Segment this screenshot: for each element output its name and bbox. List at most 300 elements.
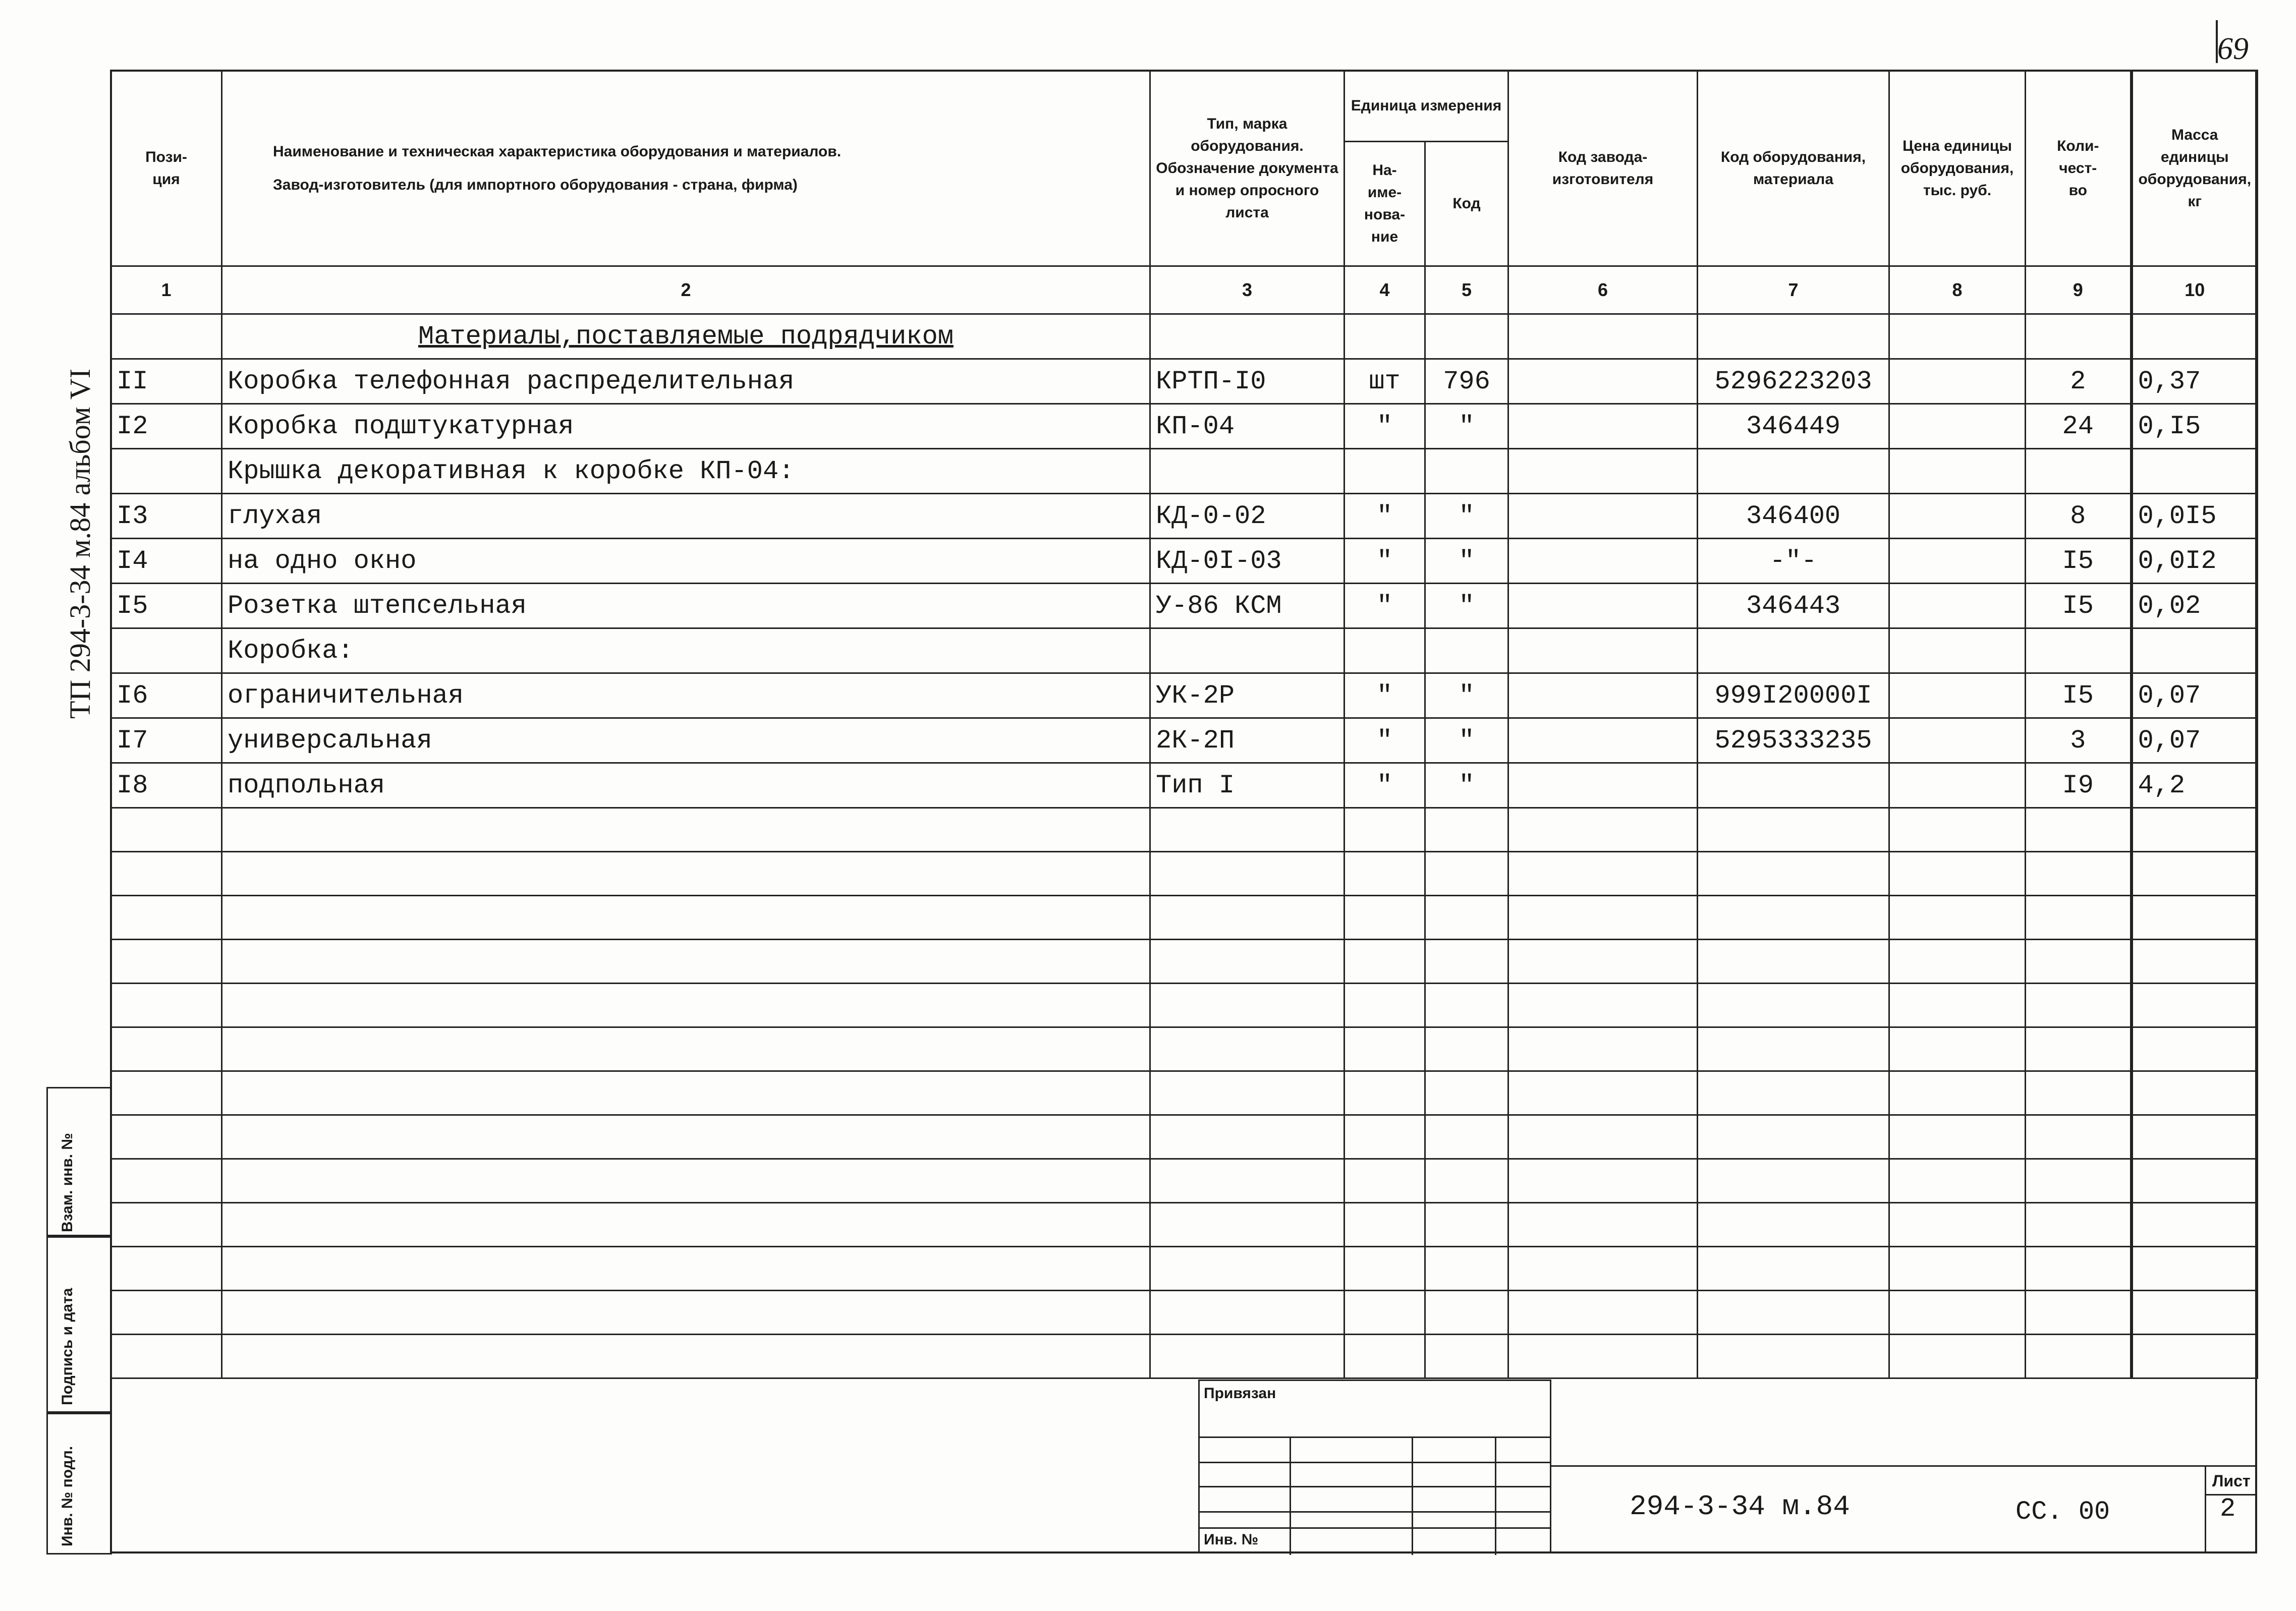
frame-bottom — [110, 1551, 2257, 1554]
cell-mass: 0,02 — [2132, 584, 2258, 628]
header-equipment-code: Код оборудования, материала — [1698, 71, 1889, 266]
cell-name: подпольная — [222, 763, 1150, 808]
cell-empty — [1508, 940, 1698, 984]
cell-unit: " — [1345, 584, 1425, 628]
cell-empty — [1508, 1291, 1698, 1335]
cell-empty — [222, 1159, 1150, 1203]
cell-empty — [1889, 1247, 2026, 1291]
table-row — [111, 718, 2258, 763]
sheet-label: Лист — [2212, 1472, 2251, 1490]
cell-equipment-code — [1698, 763, 1889, 808]
cell-empty — [111, 1335, 222, 1378]
empty-row — [111, 1071, 2258, 1115]
cell-empty — [1425, 808, 1508, 852]
cell-empty — [1150, 984, 1345, 1027]
cell-empty — [111, 1159, 222, 1203]
cell-empty — [1508, 896, 1698, 940]
cell-name: Крышка декоративная к коробке КП-04: — [222, 449, 1150, 494]
cell-empty — [1889, 852, 2026, 896]
cell-mass: 0,07 — [2132, 673, 2258, 718]
cell-empty — [2026, 1291, 2132, 1335]
cell-quantity: I5 — [2026, 673, 2132, 718]
cell-empty — [222, 808, 1150, 852]
cell-empty — [1425, 1071, 1508, 1115]
cell-equipment-code: 346443 — [1698, 584, 1889, 628]
album-title: ТП 294-3-34 м.84 альбом VI — [64, 368, 96, 719]
empty-row — [111, 1115, 2258, 1159]
cell-empty — [2132, 940, 2258, 984]
cell-empty — [1889, 984, 2026, 1027]
cell-empty — [1425, 1247, 1508, 1291]
table-row — [111, 404, 2258, 449]
cell-empty — [1698, 808, 1889, 852]
header-unit-code: Код — [1425, 142, 1508, 266]
cell-empty — [1698, 1115, 1889, 1159]
cell-empty — [1508, 852, 1698, 896]
cell-empty — [1150, 940, 1345, 984]
cell-type: КД-0-02 — [1150, 494, 1345, 539]
cell-empty — [1345, 940, 1425, 984]
cell-type: КП-04 — [1150, 404, 1345, 449]
cell-empty — [2026, 1247, 2132, 1291]
cell-empty — [1345, 1071, 1425, 1115]
cell-empty — [1508, 1203, 1698, 1247]
cell-empty — [222, 1247, 1150, 1291]
cell-type: Тип I — [1150, 763, 1345, 808]
cell-empty — [1508, 314, 1698, 359]
cell-empty — [2026, 1203, 2132, 1247]
cell-empty — [222, 1071, 1150, 1115]
cell-mass: 0,0I5 — [2132, 494, 2258, 539]
column-number: 8 — [1889, 266, 2026, 314]
cell-unit-code: " — [1425, 539, 1508, 584]
cell-empty — [1150, 314, 1345, 359]
header-position: Пози- ция — [111, 71, 222, 266]
stamp-inv-original: Инв. № подл. — [46, 1411, 112, 1555]
cell-type: КРТП-I0 — [1150, 359, 1345, 404]
cell-empty — [1345, 1203, 1425, 1247]
cell-empty — [2132, 314, 2258, 359]
cell-empty — [2132, 1247, 2258, 1291]
cell-empty — [1508, 808, 1698, 852]
cell-empty — [1425, 1335, 1508, 1378]
cell-equipment-code — [1698, 449, 1889, 494]
cell-name: Розетка штепсельная — [222, 584, 1150, 628]
table-row — [111, 628, 2258, 673]
cell-empty — [111, 1247, 222, 1291]
cell-name: на одно окно — [222, 539, 1150, 584]
cell-quantity: 8 — [2026, 494, 2132, 539]
cell-plant-code — [1508, 584, 1698, 628]
cell-empty — [222, 896, 1150, 940]
cell-unit: " — [1345, 494, 1425, 539]
cell-unit-code: " — [1425, 763, 1508, 808]
specification-table — [110, 70, 2258, 1379]
column-number: 6 — [1508, 266, 1698, 314]
cell-empty — [111, 1203, 222, 1247]
table-row — [111, 763, 2258, 808]
cell-empty — [1345, 852, 1425, 896]
cell-empty — [222, 1027, 1150, 1071]
cell-empty — [1698, 1203, 1889, 1247]
cell-empty — [1425, 1291, 1508, 1335]
empty-row — [111, 1159, 2258, 1203]
empty-row — [111, 1027, 2258, 1071]
cell-mass: 0,I5 — [2132, 404, 2258, 449]
cell-price — [1889, 763, 2026, 808]
empty-row — [111, 1335, 2258, 1378]
cell-pos — [111, 314, 222, 359]
table-body — [111, 314, 2258, 1378]
cell-unit: " — [1345, 763, 1425, 808]
cell-position: I6 — [111, 673, 222, 718]
cell-empty — [1345, 1247, 1425, 1291]
cell-empty — [2026, 940, 2132, 984]
empty-row — [111, 896, 2258, 940]
cell-empty — [1698, 1335, 1889, 1378]
table-row — [111, 673, 2258, 718]
cell-mass — [2132, 449, 2258, 494]
cell-empty — [2026, 808, 2132, 852]
cell-empty — [1698, 1247, 1889, 1291]
cell-position: I8 — [111, 763, 222, 808]
cell-plant-code — [1508, 539, 1698, 584]
stamp-vzam-inv: Взам. инв. № — [46, 1087, 112, 1238]
cell-equipment-code: -"- — [1698, 539, 1889, 584]
cell-empty — [222, 1335, 1150, 1378]
cell-empty — [1150, 1027, 1345, 1071]
cell-empty — [1508, 1247, 1698, 1291]
header-unit-name: На- име- нова- ние — [1345, 142, 1425, 266]
cell-empty — [1150, 1335, 1345, 1378]
cell-mass: 0,07 — [2132, 718, 2258, 763]
cell-empty — [1345, 1335, 1425, 1378]
cell-empty — [1698, 1027, 1889, 1071]
cell-unit-code — [1425, 449, 1508, 494]
cell-empty — [1698, 1159, 1889, 1203]
cell-name: Коробка подштукатурная — [222, 404, 1150, 449]
cell-empty — [222, 1203, 1150, 1247]
cell-empty — [1508, 1071, 1698, 1115]
cell-empty — [111, 1291, 222, 1335]
header-price: Цена единицы оборудования, тыс. руб. — [1889, 71, 2026, 266]
cell-empty — [1698, 852, 1889, 896]
cell-type — [1150, 628, 1345, 673]
cell-price — [1889, 673, 2026, 718]
cell-plant-code — [1508, 449, 1698, 494]
cell-mass: 0,37 — [2132, 359, 2258, 404]
cell-empty — [1508, 1335, 1698, 1378]
cell-quantity: 2 — [2026, 359, 2132, 404]
cell-empty — [222, 852, 1150, 896]
section-title: Материалы,поставляемые подрядчиком — [222, 314, 1150, 359]
cell-plant-code — [1508, 673, 1698, 718]
cell-empty — [1698, 940, 1889, 984]
cell-quantity: I5 — [2026, 584, 2132, 628]
cell-empty — [1425, 1115, 1508, 1159]
document-designation: 294-3-34 м.84 — [1630, 1490, 1850, 1523]
cell-equipment-code: 5295333235 — [1698, 718, 1889, 763]
cell-empty — [1345, 808, 1425, 852]
cell-unit: " — [1345, 673, 1425, 718]
cell-empty — [1508, 1027, 1698, 1071]
table-row — [111, 494, 2258, 539]
cell-empty — [2026, 896, 2132, 940]
empty-row — [111, 808, 2258, 852]
cell-position: I3 — [111, 494, 222, 539]
inventory-label: Инв. № — [1204, 1531, 1259, 1548]
cell-empty — [222, 1115, 1150, 1159]
cell-unit-code: " — [1425, 673, 1508, 718]
cell-name: глухая — [222, 494, 1150, 539]
cell-empty — [1698, 1291, 1889, 1335]
cell-price — [1889, 359, 2026, 404]
cell-name: Коробка: — [222, 628, 1150, 673]
cell-quantity: 24 — [2026, 404, 2132, 449]
cell-empty — [1345, 984, 1425, 1027]
empty-row — [111, 1291, 2258, 1335]
cell-type — [1150, 449, 1345, 494]
table-row — [111, 584, 2258, 628]
column-number: 2 — [222, 266, 1150, 314]
cell-empty — [2132, 852, 2258, 896]
cell-empty — [1150, 1115, 1345, 1159]
cell-name: универсальная — [222, 718, 1150, 763]
cell-unit — [1345, 449, 1425, 494]
cell-empty — [1150, 896, 1345, 940]
cell-empty — [1345, 314, 1425, 359]
cell-mass: 4,2 — [2132, 763, 2258, 808]
cell-position: I2 — [111, 404, 222, 449]
empty-row — [111, 984, 2258, 1027]
cell-empty — [1150, 852, 1345, 896]
cell-empty — [1345, 896, 1425, 940]
cell-empty — [1889, 1071, 2026, 1115]
header-plant-code: Код завода-изготовителя — [1508, 71, 1698, 266]
section-row — [111, 314, 2258, 359]
cell-empty — [1345, 1027, 1425, 1071]
cell-plant-code — [1508, 404, 1698, 449]
cell-empty — [222, 1291, 1150, 1335]
designation-top-line — [1551, 1465, 2257, 1467]
header-name: Наименование и техническая характеристика оборудования и материалов. Завод-изготовитель (для импортного оборудования - страна, фирма) — [222, 71, 1150, 266]
cell-empty — [1889, 1027, 2026, 1071]
cell-equipment-code — [1698, 628, 1889, 673]
cell-type: КД-0I-03 — [1150, 539, 1345, 584]
document-code: СС. 00 — [2015, 1497, 2110, 1527]
cell-price — [1889, 494, 2026, 539]
empty-row — [111, 1203, 2258, 1247]
cell-price — [1889, 628, 2026, 673]
stamp-signature-date: Подпись и дата — [46, 1235, 112, 1414]
cell-empty — [111, 984, 222, 1027]
cell-unit: " — [1345, 718, 1425, 763]
cell-empty — [2132, 1159, 2258, 1203]
cell-empty — [1508, 1159, 1698, 1203]
cell-empty — [1889, 314, 2026, 359]
cell-equipment-code: 999I20000I — [1698, 673, 1889, 718]
cell-empty — [1425, 896, 1508, 940]
cell-empty — [1889, 1203, 2026, 1247]
cell-empty — [1425, 1203, 1508, 1247]
cell-empty — [1345, 1291, 1425, 1335]
cell-empty — [1698, 1071, 1889, 1115]
cell-position: I4 — [111, 539, 222, 584]
cell-name: ограничительная — [222, 673, 1150, 718]
cell-type: У-86 КСМ — [1150, 584, 1345, 628]
table-row — [111, 449, 2258, 494]
cell-empty — [1345, 1115, 1425, 1159]
binding-block — [1198, 1379, 1551, 1554]
header-unit: Единица измерения — [1345, 71, 1508, 142]
cell-mass: 0,0I2 — [2132, 539, 2258, 584]
cell-empty — [2026, 1335, 2132, 1378]
cell-unit-code: 796 — [1425, 359, 1508, 404]
cell-price — [1889, 584, 2026, 628]
cell-empty — [1889, 1115, 2026, 1159]
cell-plant-code — [1508, 494, 1698, 539]
cell-empty — [2132, 808, 2258, 852]
cell-empty — [1425, 940, 1508, 984]
page-number: 69 — [2217, 32, 2249, 66]
cell-empty — [2026, 1159, 2132, 1203]
cell-empty — [2132, 1335, 2258, 1378]
cell-empty — [2026, 984, 2132, 1027]
cell-plant-code — [1508, 359, 1698, 404]
cell-position — [111, 449, 222, 494]
cell-empty — [111, 1071, 222, 1115]
cell-empty — [2026, 852, 2132, 896]
cell-position — [111, 628, 222, 673]
cell-empty — [1425, 314, 1508, 359]
cell-plant-code — [1508, 763, 1698, 808]
cell-empty — [2026, 1115, 2132, 1159]
cell-empty — [2132, 1115, 2258, 1159]
cell-price — [1889, 539, 2026, 584]
column-number: 1 — [111, 266, 222, 314]
cell-price — [1889, 718, 2026, 763]
cell-empty — [1698, 896, 1889, 940]
cell-empty — [2132, 1027, 2258, 1071]
table-row — [111, 359, 2258, 404]
cell-empty — [1425, 984, 1508, 1027]
column-number: 10 — [2132, 266, 2258, 314]
cell-type: УК-2Р — [1150, 673, 1345, 718]
cell-empty — [2026, 1071, 2132, 1115]
cell-equipment-code: 5296223203 — [1698, 359, 1889, 404]
cell-mass — [2132, 628, 2258, 673]
cell-position: II — [111, 359, 222, 404]
cell-empty — [111, 808, 222, 852]
sheet-number: 2 — [2220, 1494, 2236, 1524]
cell-empty — [111, 1115, 222, 1159]
cell-empty — [1889, 1335, 2026, 1378]
cell-empty — [1508, 984, 1698, 1027]
cell-quantity: 3 — [2026, 718, 2132, 763]
empty-row — [111, 1247, 2258, 1291]
cell-empty — [2132, 1291, 2258, 1335]
cell-position: I5 — [111, 584, 222, 628]
cell-empty — [2132, 896, 2258, 940]
cell-empty — [2132, 1203, 2258, 1247]
cell-empty — [1150, 1203, 1345, 1247]
cell-empty — [1345, 1159, 1425, 1203]
cell-empty — [1698, 984, 1889, 1027]
header-mass: Масса единицы оборудования, кг — [2132, 71, 2258, 266]
cell-empty — [1150, 1159, 1345, 1203]
cell-unit: " — [1345, 404, 1425, 449]
cell-price — [1889, 404, 2026, 449]
binding-label: Привязан — [1204, 1385, 1276, 1402]
cell-plant-code — [1508, 628, 1698, 673]
cell-empty — [1508, 1115, 1698, 1159]
column-number: 4 — [1345, 266, 1425, 314]
column-number: 7 — [1698, 266, 1889, 314]
cell-empty — [1889, 940, 2026, 984]
cell-name: Коробка телефонная распределительная — [222, 359, 1150, 404]
cell-unit — [1345, 628, 1425, 673]
cell-empty — [1425, 852, 1508, 896]
cell-empty — [2132, 984, 2258, 1027]
cell-position: I7 — [111, 718, 222, 763]
column-number: 3 — [1150, 266, 1345, 314]
cell-empty — [1889, 1291, 2026, 1335]
cell-quantity — [2026, 449, 2132, 494]
cell-empty — [2026, 1027, 2132, 1071]
cell-empty — [1150, 808, 1345, 852]
cell-empty — [1150, 1071, 1345, 1115]
empty-row — [111, 940, 2258, 984]
cell-empty — [1425, 1027, 1508, 1071]
cell-empty — [2026, 314, 2132, 359]
cell-empty — [1889, 808, 2026, 852]
cell-unit-code: " — [1425, 718, 1508, 763]
table-row — [111, 539, 2258, 584]
cell-empty — [1150, 1291, 1345, 1335]
header-type: Тип, марка оборудования. Обозначение документа и номер опросного листа — [1150, 71, 1345, 266]
cell-quantity — [2026, 628, 2132, 673]
column-number: 9 — [2026, 266, 2132, 314]
cell-empty — [1889, 1159, 2026, 1203]
cell-empty — [1889, 896, 2026, 940]
header-quantity: Коли- чест- во — [2026, 71, 2132, 266]
cell-type: 2К-2П — [1150, 718, 1345, 763]
cell-unit: шт — [1345, 359, 1425, 404]
cell-empty — [222, 984, 1150, 1027]
cell-quantity: I5 — [2026, 539, 2132, 584]
cell-plant-code — [1508, 718, 1698, 763]
cell-empty — [111, 852, 222, 896]
empty-row — [111, 852, 2258, 896]
cell-empty — [1425, 1159, 1508, 1203]
cell-unit-code: " — [1425, 494, 1508, 539]
cell-unit-code: " — [1425, 584, 1508, 628]
cell-equipment-code: 346400 — [1698, 494, 1889, 539]
cell-price — [1889, 449, 2026, 494]
column-number: 5 — [1425, 266, 1508, 314]
cell-empty — [1698, 314, 1889, 359]
cell-empty — [1150, 1247, 1345, 1291]
cell-equipment-code: 346449 — [1698, 404, 1889, 449]
cell-unit-code: " — [1425, 404, 1508, 449]
cell-empty — [222, 940, 1150, 984]
cell-unit-code — [1425, 628, 1508, 673]
cell-quantity: I9 — [2026, 763, 2132, 808]
cell-empty — [2132, 1071, 2258, 1115]
column-number-row — [111, 266, 2258, 314]
cell-unit: " — [1345, 539, 1425, 584]
cell-empty — [111, 1027, 222, 1071]
